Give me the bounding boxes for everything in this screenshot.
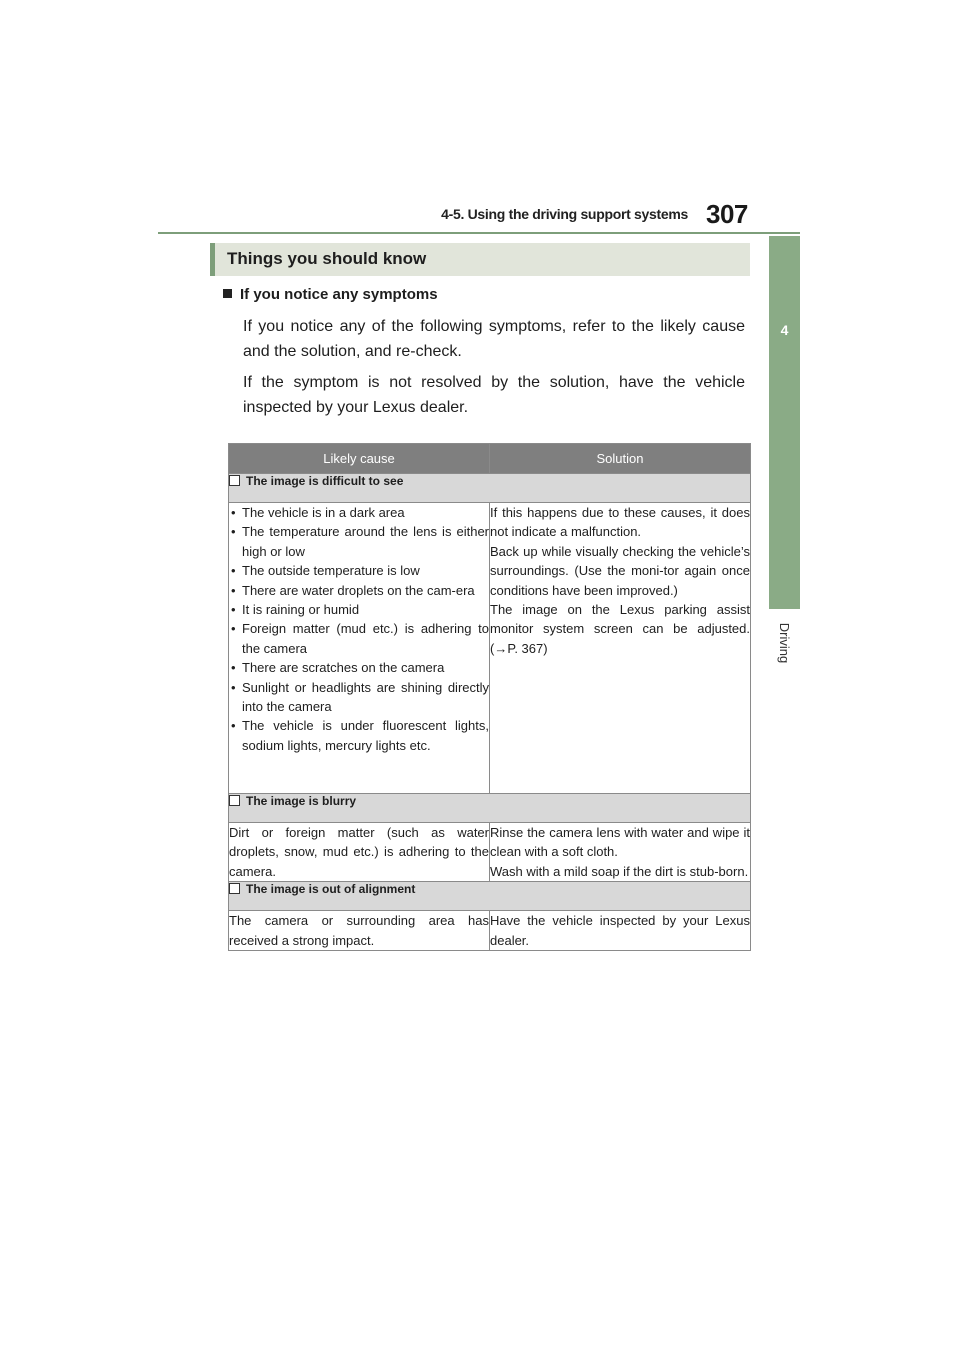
list-item: • There are scratches on the camera <box>229 658 489 677</box>
table-group-row <box>229 474 751 503</box>
checkbox-square-icon <box>229 883 240 894</box>
group-title: The image is difficult to see <box>246 474 404 488</box>
section-heading-text: If you notice any symptoms <box>240 286 438 303</box>
column-header-solution: Solution <box>490 444 751 474</box>
paragraph: If the symptom is not resolved by the solution, have the vehicle inspected by your Lexus dealer. <box>243 374 745 416</box>
group-title: The image is out of alignment <box>246 882 416 897</box>
list-item: • The vehicle is in a dark area <box>229 503 489 522</box>
table-group-row <box>229 882 751 911</box>
symptoms-table <box>228 443 751 951</box>
list-item: • The vehicle is under fluorescent lights, sodium lights, mercury lights etc. <box>229 716 489 755</box>
group-title: The image is blurry <box>246 794 357 808</box>
checkbox-square-icon <box>229 795 240 806</box>
solution-cell <box>490 911 751 951</box>
table-row <box>229 823 751 882</box>
list-item: • Foreign matter (mud etc.) is adhering to the camera <box>229 619 489 658</box>
cause-cell: Dirt or foreign matter (such as water droplets, snow, mud etc.) is adhering to the camera. <box>229 823 490 882</box>
info-box-title: Things you should know <box>227 249 427 268</box>
cause-list <box>229 503 489 755</box>
column-header-likely-cause: Likely cause <box>229 444 490 474</box>
header-section-title: 4-5. Using the driving support systems <box>441 206 688 222</box>
solution-cell <box>490 823 751 882</box>
paragraph: If you notice any of the following symptoms, refer to the likely cause and the solution, and re-check. <box>243 318 745 360</box>
header-rule <box>158 232 800 234</box>
list-item: • The temperature around the lens is either high or low <box>229 522 489 561</box>
solution-line: If this happens due to these causes, it does not indicate a malfunction. <box>490 505 750 540</box>
solution-line: Rinse the camera lens with water and wipe it clean with a soft cloth. <box>490 825 750 860</box>
chapter-tab-number: 4 <box>780 322 789 338</box>
group-title-cell <box>229 882 751 911</box>
solution-cell <box>490 503 751 794</box>
section-heading <box>223 286 438 303</box>
group-title-cell <box>229 794 751 823</box>
solution-line: Have the vehicle inspected by your Lexus dealer. <box>490 913 750 948</box>
cause-cell: The camera or surrounding area has received a strong impact. <box>229 911 490 951</box>
table-header-row <box>229 444 751 474</box>
group-title-cell <box>229 474 751 503</box>
info-box <box>210 243 750 276</box>
solution-line: Back up while visually checking the vehicle’s surroundings. (Use the moni-tor again once conditions have been improved.) <box>490 543 750 598</box>
list-item: • There are water droplets on the cam-era <box>229 581 489 600</box>
table-group-row <box>229 794 751 823</box>
solution-line: Wash with a mild soap if the dirt is stub-born. <box>490 863 749 879</box>
solution-line: The image on the Lexus parking assist monitor system screen can be adjusted. (→P. 367) <box>490 602 750 656</box>
list-item: • The outside temperature is low <box>229 561 489 580</box>
cause-cell <box>229 503 490 794</box>
checkbox-square-icon <box>229 475 240 486</box>
list-item: • It is raining or humid <box>229 600 489 619</box>
square-bullet-icon <box>223 289 232 298</box>
table-row <box>229 911 751 951</box>
table-row <box>229 503 751 794</box>
list-item: • Sunlight or headlights are shining directly into the camera <box>229 678 489 717</box>
page-number: 307 <box>706 199 748 229</box>
chapter-tab-label: Driving <box>777 622 792 664</box>
chapter-tab <box>769 236 800 609</box>
